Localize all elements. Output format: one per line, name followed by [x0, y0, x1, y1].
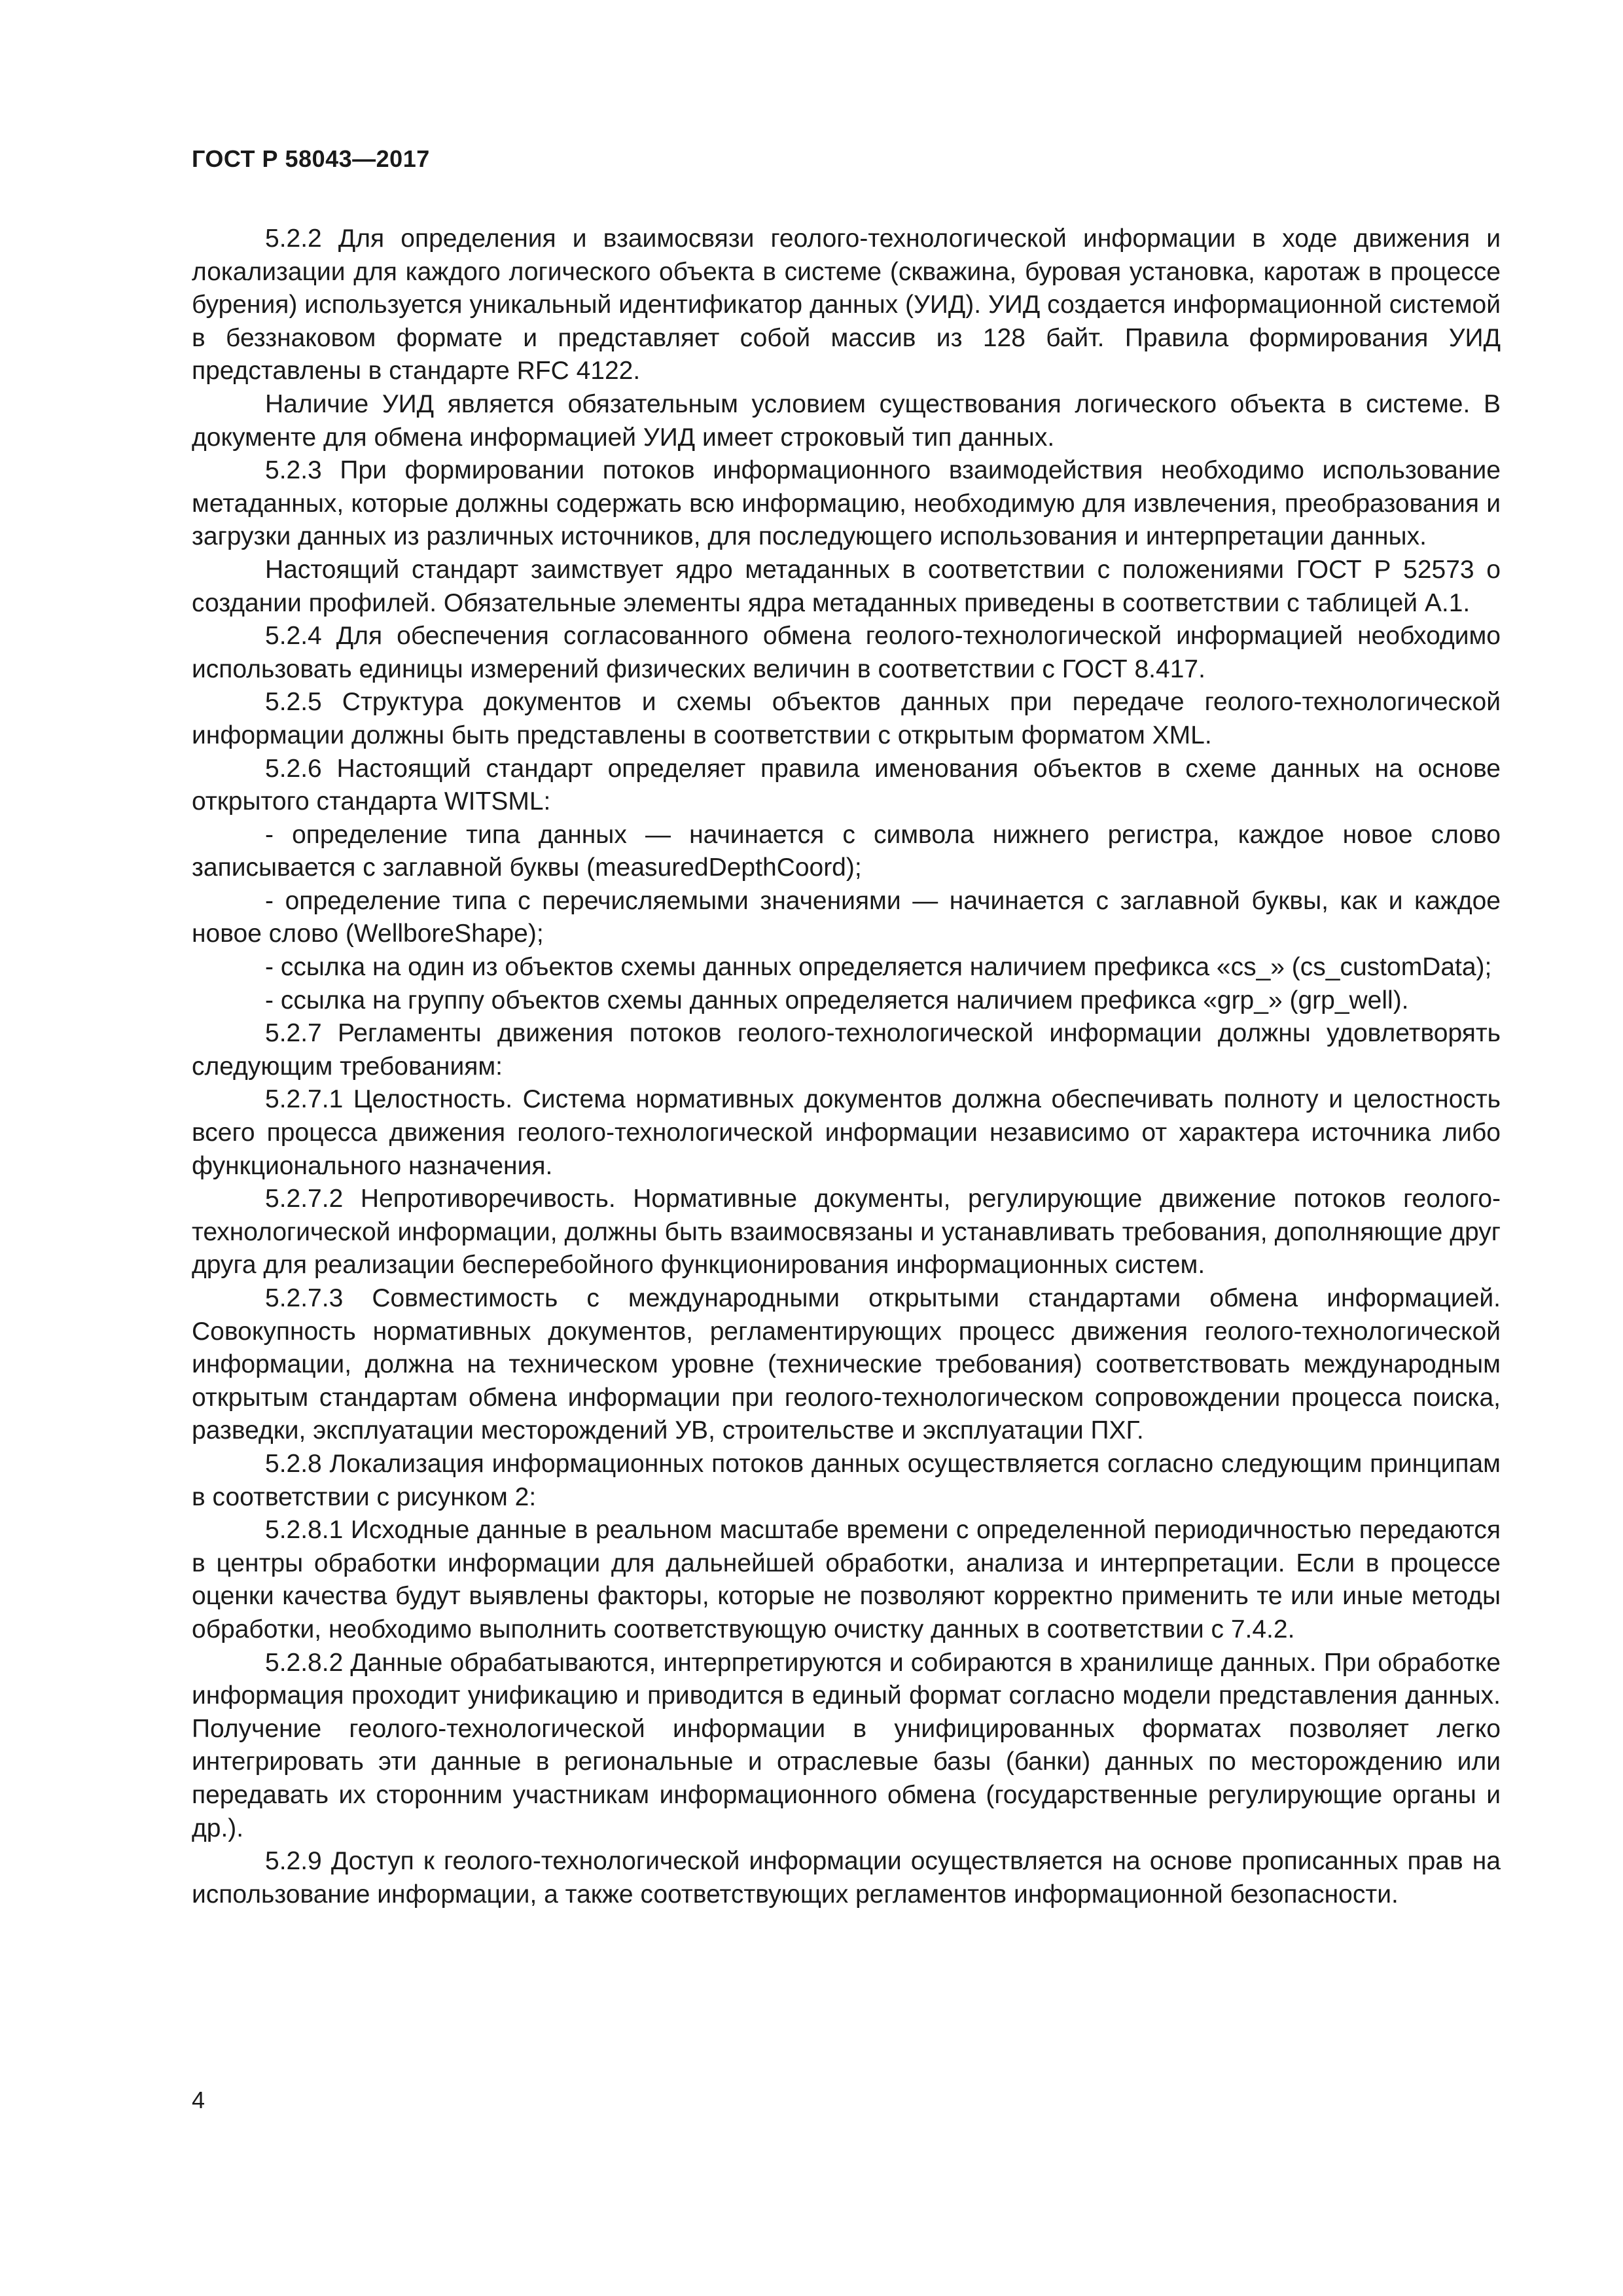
- list-item-enum-type: - определение типа с перечисляемыми значениями — начинается с заглавной буквы, как и каждое новое слово (WellboreShape);: [192, 886, 1501, 948]
- paragraph-uid-requirement: Наличие УИД является обязательным условием существования логического объекта в системе. В документе для обмена информацией УИД имеет строковый тип данных.: [192, 389, 1501, 452]
- paragraph-5-2-9: 5.2.9 Доступ к геолого-технологической информации осуществляется на основе прописанных прав на использование информации, а также соответствующих регламентов информационной безопасности.: [192, 1847, 1501, 1909]
- paragraph-5-2-5: 5.2.5 Структура документов и схемы объектов данных при передаче геолого-технологической информации должны быть представлены в соответствии с открытым форматом XML.: [192, 688, 1501, 749]
- paragraph-5-2-7: 5.2.7 Регламенты движения потоков геолого-технологической информации должны удовлетворять следующим требованиям:: [192, 1019, 1501, 1081]
- paragraph-5-2-8-2: 5.2.8.2 Данные обрабатываются, интерпретируются и собираются в хранилище данных. При обработке информация проходит унификацию и приводится в единый формат согласно модели представления данных. Получение геолого-технологической информации в унифицированных форматах позволяет легко интегрировать эти данные в региональные и отраслевые базы (банки) данных по месторождению или передавать их сторонним участникам информационного обмена (государственные регулирующие органы и др.).: [192, 1648, 1501, 1842]
- paragraph-metadata-core: Настоящий стандарт заимствует ядро метаданных в соответствии с положениями ГОСТ Р 52573 о создании профилей. Обязательные элементы ядра метаданных приведены в соответствии с таблицей А.1.: [192, 555, 1501, 617]
- document-body: [192, 223, 1501, 1911]
- paragraph-5-2-8: 5.2.8 Локализация информационных потоков данных осуществляется согласно следующим принципам в соответствии с рисунком 2:: [192, 1449, 1501, 1511]
- paragraph-5-2-4: 5.2.4 Для обеспечения согласованного обмена геолого-технологической информацией необходимо использовать единицы измерений физических величин в соответствии с ГОСТ 8.417.: [192, 622, 1501, 683]
- paragraph-5-2-6: 5.2.6 Настоящий стандарт определяет правила именования объектов в схеме данных на основе открытого стандарта WITSML:: [192, 754, 1501, 816]
- list-item-grp-prefix: - ссылка на группу объектов схемы данных определяется наличием префикса «grp_» (grp_well).: [265, 986, 1409, 1014]
- paragraph-5-2-7-2: 5.2.7.2 Непротиворечивость. Нормативные документы, регулирующие движение потоков геолого-технологической информации, должны быть взаимосвязаны и устанавливать требования, дополняющие друг друга для реализации бесперебойного функционирования информационных систем.: [192, 1185, 1501, 1280]
- paragraph-5-2-7-3: 5.2.7.3 Совместимость с международными открытыми стандартами обмена информацией. Совокупность нормативных документов, регламентирующих процесс движения геолого-технологической информации, должна на техническом уровне (технические требования) соответствовать международным открытым стандартам обмена информации при геолого-технологическом сопровождении процесса поиска, разведки, эксплуатации месторождений УВ, строительстве и эксплуатации ПХГ.: [192, 1284, 1501, 1445]
- list-item-data-type: - определение типа данных — начинается с символа нижнего регистра, каждое новое слово записывается с заглавной буквы (measuredDepthCoord);: [192, 820, 1501, 882]
- list-item-cs-prefix: - ссылка на один из объектов схемы данных определяется наличием префикса «cs_» (cs_customData);: [265, 953, 1492, 982]
- paragraph-5-2-2: 5.2.2 Для определения и взаимосвязи геолого-технологической информации в ходе движения и локализации для каждого логического объекта в системе (скважина, буровая установка, каротаж в процессе бурения) используется уникальный идентификатор данных (УИД). УИД создается информационной системой в беззнаковом формате и представляет собой массив из 128 байт. Правила формирования УИД представлены в стандарте RFC 4122.: [192, 224, 1501, 386]
- paragraph-5-2-8-1: 5.2.8.1 Исходные данные в реальном масштабе времени с определенной периодичностью передаются в центры обработки информации для дальнейшей обработки, анализа и интерпретации. Если в процессе оценки качества будут выявлены факторы, которые не позволяют корректно применить те или иные методы обработки, необходимо выполнить соответствующую очистку данных в соответствии с 7.4.2.: [192, 1516, 1501, 1643]
- paragraph-5-2-3: 5.2.3 При формировании потоков информационного взаимодействия необходимо использование метаданных, которые должны содержать всю информацию, необходимую для извлечения, преобразования и загрузки данных из различных источников, для последующего использования и интерпретации данных.: [192, 456, 1501, 551]
- paragraph-5-2-7-1: 5.2.7.1 Целостность. Система нормативных документов должна обеспечивать полноту и целостность всего процесса движения геолого-технологической информации независимо от характера источника либо функционального назначения.: [192, 1085, 1501, 1180]
- document-code-header: ГОСТ Р 58043—2017: [192, 145, 430, 172]
- page-number: 4: [192, 2087, 205, 2113]
